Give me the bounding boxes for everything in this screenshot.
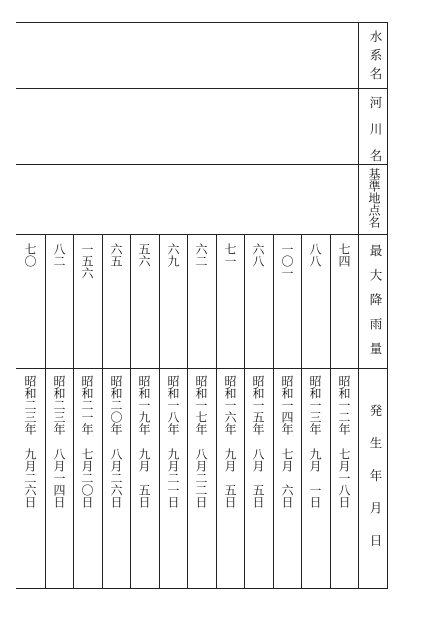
header-station-name: 基準地点名: [367, 168, 381, 228]
occurrence-date: 九月 五日: [137, 448, 151, 508]
column-divider: [216, 234, 217, 589]
max-rainfall-value: 八八: [308, 243, 322, 267]
header-max-rainfall: 最大降雨量: [368, 244, 383, 367]
max-rainfall-value: 七四: [337, 243, 351, 267]
max-rainfall-value: 六五: [109, 243, 123, 267]
occurrence-year: 昭和二三年: [23, 375, 37, 435]
occurrence-year: 昭和一三年: [308, 375, 322, 435]
occurrence-year: 昭和一五年: [251, 375, 265, 435]
header-river-name: 河川名: [368, 96, 383, 176]
occurrence-year: 昭和一八年: [166, 375, 180, 435]
occurrence-year: 昭和二〇年: [109, 375, 123, 435]
column-divider: [45, 234, 46, 589]
column-divider: [130, 234, 131, 589]
max-rainfall-value: 五六: [137, 243, 151, 267]
occurrence-date: 八月 五日: [251, 448, 265, 508]
occurrence-date: 九月二六日: [23, 448, 37, 508]
occurrence-date: 八月一四日: [52, 448, 66, 508]
header-date: 発生年月日: [368, 404, 383, 567]
occurrence-year: 昭和二三年: [52, 375, 66, 435]
max-rainfall-value: 六九: [166, 243, 180, 267]
occurrence-year: 昭和一二年: [337, 375, 351, 435]
occurrence-year: 昭和一七年: [194, 375, 208, 435]
top-border: [16, 22, 388, 23]
occurrence-year: 昭和一四年: [280, 375, 294, 435]
header-divider: [358, 22, 359, 589]
occurrence-year: 昭和一六年: [223, 375, 237, 435]
column-divider: [73, 234, 74, 589]
occurrence-date: 七月二〇日: [80, 448, 94, 508]
occurrence-date: 九月二一日: [166, 448, 180, 508]
max-rainfall-value: 七〇: [23, 243, 37, 267]
bottom-border: [16, 588, 388, 589]
occurrence-date: 七月 六日: [280, 448, 294, 508]
column-divider: [187, 234, 188, 589]
occurrence-year: 昭和二一年: [80, 375, 94, 435]
column-divider: [244, 234, 245, 589]
max-rainfall-value: 六八: [251, 243, 265, 267]
row-divider-4: [16, 368, 388, 369]
occurrence-date: 八月二二日: [194, 448, 208, 508]
column-divider: [301, 234, 302, 589]
max-rainfall-value: 八二: [52, 243, 66, 267]
column-divider: [330, 234, 331, 589]
column-divider: [273, 234, 274, 589]
row-divider-3: [16, 234, 388, 235]
occurrence-date: 九月 一日: [308, 448, 322, 508]
max-rainfall-value: 一〇一: [280, 243, 294, 279]
occurrence-date: 九月 五日: [223, 448, 237, 508]
row-divider-2: [16, 164, 388, 165]
max-rainfall-value: 一五六: [80, 243, 94, 279]
max-rainfall-value: 七一: [223, 243, 237, 267]
occurrence-date: 七月一八日: [337, 448, 351, 508]
right-border: [387, 22, 388, 589]
occurrence-date: 八月二六日: [109, 448, 123, 508]
header-river-system: 水系名: [368, 30, 383, 86]
max-rainfall-value: 六二: [194, 243, 208, 267]
row-divider-1: [16, 88, 388, 89]
column-divider: [102, 234, 103, 589]
occurrence-year: 昭和一九年: [137, 375, 151, 435]
column-divider: [159, 234, 160, 589]
